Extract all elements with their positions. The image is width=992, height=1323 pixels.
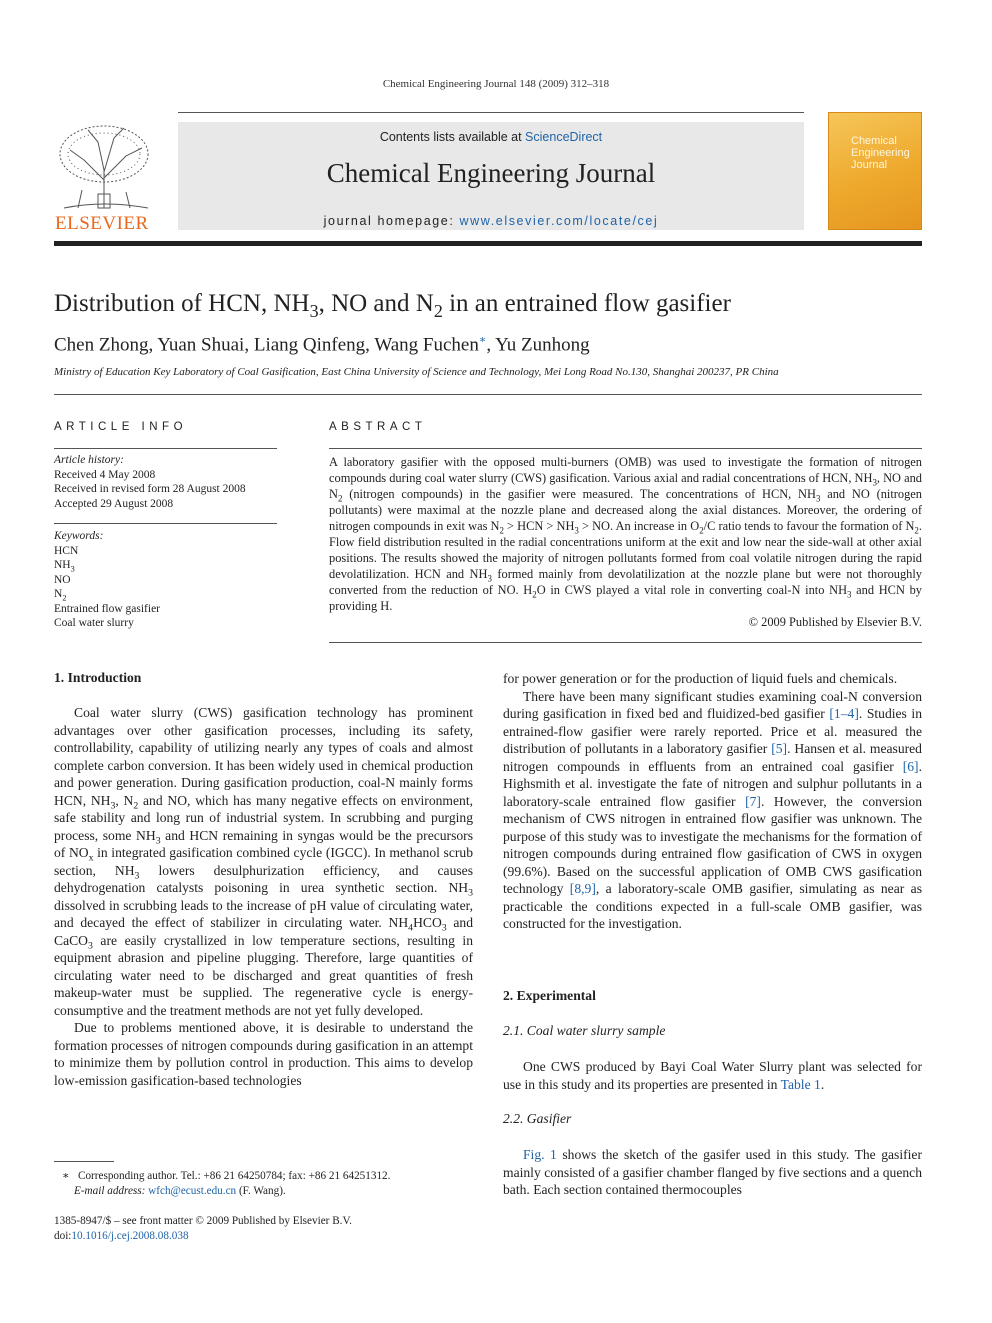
footnote: [54, 1169, 474, 1198]
journal-cover[interactable]: [828, 112, 922, 230]
article-info-heading: ARTICLE INFO: [54, 421, 188, 433]
subsection-heading: 2.1. Coal water slurry sample: [503, 1023, 666, 1038]
history-label: Article history:: [54, 454, 124, 466]
paragraph: Due to problems mentioned above, it is desirable to understand the formation processes of nitrogen compounds during gasification in an attempt to minimize them by pollution control in production. This aims to develop low-emission gasification-based technologies: [54, 1020, 473, 1088]
journal-name: Chemical Engineering Journal: [326, 158, 656, 188]
paragraph: One CWS produced by Bayi Coal Water Slurry plant was selected for use in this study and its properties are presented in Table 1.: [503, 1059, 922, 1092]
author-list: [54, 333, 590, 356]
sciencedirect-link[interactable]: ScienceDirect: [525, 130, 603, 144]
cover-title: [851, 135, 910, 171]
email-suffix: (F. Wang).: [236, 1184, 286, 1197]
citation-link[interactable]: [5]: [771, 741, 788, 756]
email-label: E-mail address:: [74, 1184, 146, 1197]
abstract-heading: ABSTRACT: [329, 421, 427, 433]
footnote-mark: ∗: [62, 1170, 70, 1182]
issn-line: 1385-8947/$ – see front matter © 2009 Published by Elsevier B.V.: [54, 1215, 352, 1227]
top-rule: [178, 112, 804, 113]
history-item: Accepted 29 August 2008: [54, 497, 174, 510]
homepage-link[interactable]: www.elsevier.com/locate/cej: [459, 214, 659, 228]
contents-line: [178, 130, 804, 144]
article-title: Distribution of HCN, $NH_3$, NO and $N_2$ in an entrained flow gasifier: [54, 290, 731, 321]
section-heading-experimental: 2. Experimental: [503, 988, 596, 1003]
corresponding-author: Wang Fuchen: [374, 334, 479, 356]
keyword: NO: [54, 573, 71, 586]
copyright: © 2009 Published by Elsevier B.V.: [748, 615, 922, 629]
doi-link[interactable]: 10.1016/j.cej.2008.08.038: [71, 1229, 189, 1242]
divider: [54, 448, 277, 449]
paragraph: Fig. 1 shows the sketch of the gasifer used in this study. The gasifier mainly consisted of a gasifier chamber flanged by five sections and a quench bath. Each section contained thermocouples: [503, 1147, 922, 1197]
email-link[interactable]: wfch@ecust.edu.cn: [148, 1184, 237, 1197]
body-left-column: [54, 704, 473, 1089]
citation-link[interactable]: [7]: [745, 793, 761, 809]
journal-banner: [178, 122, 804, 230]
keyword: Coal water slurry: [54, 617, 134, 629]
subsection-heading: 2.2. Gasifier: [503, 1111, 572, 1126]
citation-link[interactable]: [1–4]: [829, 706, 859, 721]
keyword: Entrained flow gasifier: [54, 602, 161, 615]
body-right-column: [503, 1058, 922, 1093]
homepage-prefix: journal homepage:: [323, 214, 460, 228]
table-link[interactable]: Table 1: [780, 1076, 821, 1092]
footnote-text: Corresponding author. Tel.: +86 21 64250784; fax: +86 21 64251312.: [78, 1170, 391, 1182]
paragraph: There have been many significant studies examining coal-N conversion during gasification in fixed bed and fluidized-bed gasifier [1–4]. Studies in entrained-flow gasifier were rarely reported. Price et al. measured the distribution of pollutants in a laboratory gasifier [5]. Hansen et al. measured nitrogen compounds in effluents from an entrained coal gasifier [6]. Highsmith et al. investigate the fate of nitrogen and sulphur pollutants in a laboratory-scale entrained flow gasifier [7]. However, the conversion mechanism of CWS nitrogen in entrained flow gasifier was unknown. The purpose of this study was to investigate the mechanisms for the formation of nitrogen compounds during entrained flow gasification of CWS in oxygen (99.6%). Based on the successful application of OMB CWS gasification technology [8,9], a laboratory-scale OMB gasifier, simulating as near as practicable the conditions expected in a full-scale OMB gasifier, was constructed for the investigation.: [503, 688, 922, 931]
cover-line: Engineering: [851, 147, 910, 159]
header-rule: [54, 241, 922, 246]
body-right-column: [503, 1146, 922, 1199]
running-head: Chemical Engineering Journal 148 (2009) 312–318: [382, 78, 610, 90]
divider: [329, 448, 922, 449]
footnote-rule: [54, 1161, 114, 1162]
authors-text: , Yu Zunhong: [486, 334, 590, 356]
contents-prefix: Contents lists available at: [379, 130, 526, 144]
cover-line: Journal: [851, 159, 888, 171]
keywords-label: Keywords:: [54, 530, 104, 542]
corresponding-author-link[interactable]: ∗: [478, 334, 487, 346]
authors-text: Chen Zhong, Yuan Shuai, Liang Qinfeng,: [54, 334, 375, 356]
affiliation: Ministry of Education Key Laboratory of Coal Gasification, East China University of Science and Technology, Mei Long Road No.130, Shanghai 200237, PR China: [54, 366, 779, 378]
publisher-logo-text: ELSEVIER: [55, 213, 149, 234]
body-right-column: [503, 670, 922, 933]
doi-prefix: doi:: [54, 1229, 72, 1242]
divider: [54, 523, 277, 524]
citation-link[interactable]: [6]: [902, 758, 919, 774]
divider: [54, 394, 922, 395]
section-heading-introduction: 1. Introduction: [54, 670, 142, 685]
history-item: Received 4 May 2008: [54, 468, 156, 481]
keyword: HCN: [54, 544, 79, 557]
history-item: Received in revised form 28 August 2008: [54, 483, 246, 495]
figure-link[interactable]: Fig. 1: [523, 1147, 557, 1162]
divider: [329, 642, 922, 643]
keywords: [54, 529, 277, 631]
front-matter: [54, 1214, 474, 1243]
article-history: [54, 453, 277, 511]
citation-link[interactable]: [8,9]: [569, 881, 596, 896]
abstract-body: A laboratory gasifier with the opposed multi-burners (OMB) was used to investigate the formation of nitrogen compounds during coal water slurry (CWS) gasification. Various axial and radial concentrations of HCN, $NH_3$, NO and $N_2$ (nitrogen compounds) in the gasifier were measured. The concentrations of HCN, $NH_3$ and NO (nitrogen pollutants) were maximal at the nozzle plane and decreased along the axial distances. Moreover, the ordering of nitrogen compounds in exit was $N_2$ > HCN > $NH_3$ > NO. An increase in $O_2/C$ ratio tends to favour the formation of $N_2$. Flow field distribution resulted in the radial concentrations uniform at the exit and low near the side-wall at other axial positions. The results showed the majority of nitrogen pollutants formed from coal volatile nitrogen during the rapid devolatilization. HCN and $NH_3$ formed mainly from devolatilization at the nozzle plane but were not thoroughly converted from the reduction of NO. $H_2O$ in CWS played a vital role in converting coal-N into $NH_3$ and HCN by providing H. © 2009 Published by Elsevier B.V.: [329, 455, 922, 629]
keyword: $NH_3$: [54, 559, 75, 574]
paragraph: for power generation or for the production of liquid fuels and chemicals.: [503, 671, 898, 686]
homepage-line: [178, 214, 804, 228]
cover-line: Chemical: [851, 135, 897, 147]
paragraph: Coal water slurry (CWS) gasification technology has prominent advantages over other gasification processes, including its safety, controllability, capability of utilizing nearly any types of coals and almost complete carbon conversion. It has been widely used in chemical production and power generation. During gasification production, coal-N mainly forms HCN, $NH_3$, $N_2$ and NO, which has many negative effects on environment, safe stability and long run of industrial system. In scrubbing and purging process, some $NH_3$ and HCN remaining in syngas would be the precursors of $NO_x$ in integrated gasification combined cycle (IGCC). In methanol scrub section, $NH_3$ lowers desulphurization efficiency, and causes dehydrogenation catalysts poisoning in urea synthetic section. $NH_3$ dissolved in scrubbing leads to the increase of pH value of circulating water, and decayed the effect of stabilizer in circulating water. $NH_4HCO_3$ and CaCO$_3$ are easily crystallized in low temperature sections, resulting in equipment abrasion and pipeline plugging. Therefore, large quantities of circulating water need to be discharged and great quantities of fresh makeup-water must be supplied. The regenerative cycle is energy-consumptive and the treatment methods are not yet fully developed.: [54, 705, 474, 1018]
keyword: $N_2$: [54, 588, 67, 603]
